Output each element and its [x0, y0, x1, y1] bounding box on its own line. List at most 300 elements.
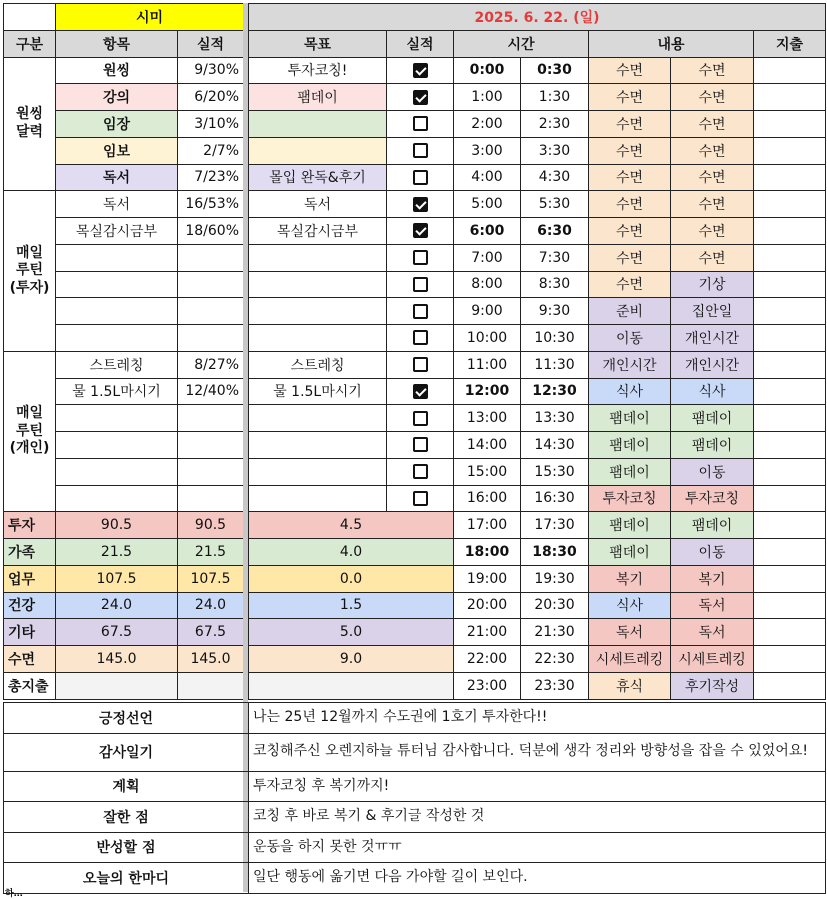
expense-cell	[754, 84, 826, 111]
actual-cell	[387, 244, 454, 271]
actual-cell	[387, 485, 454, 512]
time-half: 18:30	[521, 539, 589, 566]
journal-label: 감사일기	[4, 733, 249, 771]
activity-first: 팸데이	[589, 405, 671, 432]
activity-second: 복기	[671, 565, 754, 592]
left-row	[4, 351, 244, 378]
time-half: 6:30	[521, 218, 589, 245]
item-value	[178, 485, 244, 512]
schedule-row	[249, 405, 826, 432]
checkbox[interactable]	[413, 437, 428, 452]
goal-cell	[249, 405, 387, 432]
journal-row	[4, 832, 826, 863]
schedule-row	[249, 218, 826, 245]
item-value: 16/53%	[178, 191, 244, 218]
time-half: 15:30	[521, 458, 589, 485]
activity-first: 수면	[589, 137, 671, 164]
header-goal: 목표	[249, 30, 387, 57]
activity-first: 식사	[589, 592, 671, 619]
time-start: 21:00	[454, 619, 521, 646]
item-value	[178, 432, 244, 459]
activity-second: 팸데이	[671, 512, 754, 539]
journal-text: 투자코칭 후 복기까지!	[249, 771, 826, 802]
time-start: 5:00	[454, 191, 521, 218]
activity-first: 식사	[589, 378, 671, 405]
summary-category: 가족	[4, 539, 56, 566]
activity-second: 집안일	[671, 298, 754, 325]
item-value	[178, 405, 244, 432]
expense-cell	[754, 672, 826, 699]
left-row	[4, 191, 244, 218]
item-name: 임보	[56, 137, 178, 164]
activity-second: 독서	[671, 592, 754, 619]
expense-cell	[754, 485, 826, 512]
schedule-row	[249, 485, 826, 512]
checkbox[interactable]	[413, 330, 428, 345]
item-name: 독서	[56, 191, 178, 218]
item-name: 임장	[56, 111, 178, 138]
schedule-row	[249, 351, 826, 378]
item-value: 12/40%	[178, 378, 244, 405]
header-actual: 실적	[178, 30, 244, 57]
time-half: 14:30	[521, 432, 589, 459]
schedule-row	[249, 111, 826, 138]
checkbox[interactable]	[413, 197, 428, 212]
actual-cell	[387, 298, 454, 325]
activity-first: 수면	[589, 218, 671, 245]
schedule-row	[249, 271, 826, 298]
activity-first: 팸데이	[589, 432, 671, 459]
time-start: 20:00	[454, 592, 521, 619]
item-name	[56, 298, 178, 325]
activity-first: 팸데이	[589, 458, 671, 485]
summary-actual: 90.5	[178, 512, 244, 539]
summary-category: 수면	[4, 646, 56, 673]
item-value: 18/60%	[178, 218, 244, 245]
category-total: 4.5	[249, 512, 454, 539]
item-name: 원씽	[56, 57, 178, 84]
time-half: 12:30	[521, 378, 589, 405]
summary-category: 기타	[4, 619, 56, 646]
activity-second: 개인시간	[671, 351, 754, 378]
actual-cell	[387, 378, 454, 405]
activity-second: 팸데이	[671, 405, 754, 432]
checkbox[interactable]	[413, 250, 428, 265]
summary-goal: 145.0	[56, 646, 178, 673]
activity-first: 수면	[589, 57, 671, 84]
expense-cell	[754, 646, 826, 673]
checkbox[interactable]	[413, 63, 428, 78]
expense-cell	[754, 111, 826, 138]
activity-first: 독서	[589, 619, 671, 646]
item-value: 2/7%	[178, 137, 244, 164]
time-half: 3:30	[521, 137, 589, 164]
journal-row	[4, 802, 826, 833]
journal-label: 잘한 점	[4, 802, 249, 833]
journal-label: 반성할 점	[4, 832, 249, 863]
summary-row	[4, 672, 244, 699]
time-start: 12:00	[454, 378, 521, 405]
time-half: 7:30	[521, 244, 589, 271]
header-expense: 지출	[754, 30, 826, 57]
time-half: 9:30	[521, 298, 589, 325]
left-summary-table	[3, 3, 244, 700]
activity-first: 휴식	[589, 672, 671, 699]
goal-cell	[249, 298, 387, 325]
checkbox[interactable]	[413, 143, 428, 158]
summary-row	[4, 565, 244, 592]
activity-first: 팸데이	[589, 539, 671, 566]
checkbox[interactable]	[413, 491, 428, 506]
expense-cell	[754, 565, 826, 592]
summary-actual	[178, 672, 244, 699]
summary-category: 건강	[4, 592, 56, 619]
activity-second: 수면	[671, 137, 754, 164]
activity-second: 독서	[671, 619, 754, 646]
activity-first: 수면	[589, 244, 671, 271]
category-total: 5.0	[249, 619, 454, 646]
journal-text: 나는 25년 12월까지 수도권에 1호기 투자한다!!	[249, 703, 826, 734]
expense-cell	[754, 271, 826, 298]
summary-row	[4, 619, 244, 646]
expense-cell	[754, 539, 826, 566]
time-half: 1:30	[521, 84, 589, 111]
schedule-row	[249, 57, 826, 84]
time-half: 5:30	[521, 191, 589, 218]
activity-second: 수면	[671, 84, 754, 111]
time-start: 15:00	[454, 458, 521, 485]
actual-cell	[387, 137, 454, 164]
time-half: 4:30	[521, 164, 589, 191]
activity-first: 투자코칭	[589, 485, 671, 512]
expense-cell	[754, 164, 826, 191]
time-half: 13:30	[521, 405, 589, 432]
checkbox[interactable]	[413, 411, 428, 426]
actual-cell	[387, 458, 454, 485]
expense-cell	[754, 405, 826, 432]
journal-text: 코칭 후 바로 복기 & 후기글 작성한 것	[249, 802, 826, 833]
item-value: 6/20%	[178, 84, 244, 111]
summary-goal: 107.5	[56, 565, 178, 592]
journal-row	[4, 771, 826, 802]
item-value: 3/10%	[178, 111, 244, 138]
time-start: 8:00	[454, 271, 521, 298]
goal-cell: 스트레칭	[249, 351, 387, 378]
actual-cell	[387, 84, 454, 111]
activity-second: 이동	[671, 539, 754, 566]
expense-cell	[754, 57, 826, 84]
goal-cell: 투자코칭!	[249, 57, 387, 84]
summary-goal: 21.5	[56, 539, 178, 566]
group-label: 매일 루틴 (개인)	[4, 351, 56, 512]
goal-cell	[249, 325, 387, 352]
checkbox[interactable]	[413, 384, 428, 399]
time-start: 22:00	[454, 646, 521, 673]
summary-actual: 107.5	[178, 565, 244, 592]
actual-cell	[387, 325, 454, 352]
goal-cell: 목실감시금부	[249, 218, 387, 245]
category-total: 1.5	[249, 592, 454, 619]
actual-cell	[387, 191, 454, 218]
time-start: 7:00	[454, 244, 521, 271]
actual-cell	[387, 432, 454, 459]
actual-cell	[387, 218, 454, 245]
expense-cell	[754, 351, 826, 378]
expense-cell	[754, 512, 826, 539]
schedule-row	[249, 646, 826, 673]
time-half: 8:30	[521, 271, 589, 298]
goal-cell: 팸데이	[249, 84, 387, 111]
time-half: 21:30	[521, 619, 589, 646]
schedule-row	[249, 137, 826, 164]
checkbox[interactable]	[413, 464, 428, 479]
summary-goal: 24.0	[56, 592, 178, 619]
journal-text: 운동을 하지 못한 것ㅠㅠ	[249, 832, 826, 863]
item-name	[56, 271, 178, 298]
header-actual: 실적	[387, 30, 454, 57]
time-half: 11:30	[521, 351, 589, 378]
summary-goal	[56, 672, 178, 699]
item-name	[56, 325, 178, 352]
journal-table	[3, 702, 826, 894]
item-name: 독서	[56, 164, 178, 191]
header-content: 내용	[589, 30, 754, 57]
activity-second: 수면	[671, 191, 754, 218]
summary-row	[4, 539, 244, 566]
time-start: 6:00	[454, 218, 521, 245]
summary-row	[4, 592, 244, 619]
actual-cell	[387, 271, 454, 298]
activity-second: 수면	[671, 244, 754, 271]
checkbox[interactable]	[413, 304, 428, 319]
time-start: 4:00	[454, 164, 521, 191]
activity-second: 이동	[671, 458, 754, 485]
expense-cell	[754, 619, 826, 646]
actual-cell	[387, 351, 454, 378]
schedule-row	[249, 164, 826, 191]
activity-first: 개인시간	[589, 351, 671, 378]
item-value: 7/23%	[178, 164, 244, 191]
category-total: 9.0	[249, 646, 454, 673]
summary-actual: 21.5	[178, 539, 244, 566]
expense-cell	[754, 298, 826, 325]
activity-second: 투자코칭	[671, 485, 754, 512]
time-schedule-table	[248, 3, 826, 700]
time-start: 2:00	[454, 111, 521, 138]
summary-category: 업무	[4, 565, 56, 592]
journal-label: 오늘의 한마디	[4, 863, 249, 894]
summary-actual: 145.0	[178, 646, 244, 673]
activity-first: 수면	[589, 271, 671, 298]
expense-cell	[754, 432, 826, 459]
item-value	[178, 458, 244, 485]
journal-row	[4, 703, 826, 734]
goal-cell	[249, 271, 387, 298]
goal-cell: 몰입 완독&후기	[249, 164, 387, 191]
goal-cell	[249, 111, 387, 138]
group-label: 매일 루틴 (투자)	[4, 191, 56, 352]
time-half: 10:30	[521, 325, 589, 352]
time-half: 23:30	[521, 672, 589, 699]
actual-cell	[387, 164, 454, 191]
goal-cell: 물 1.5L마시기	[249, 378, 387, 405]
activity-first: 수면	[589, 111, 671, 138]
expense-cell	[754, 458, 826, 485]
activity-first: 시세트레킹	[589, 646, 671, 673]
item-name	[56, 244, 178, 271]
item-value	[178, 298, 244, 325]
checkbox[interactable]	[413, 357, 428, 372]
schedule-row	[249, 325, 826, 352]
summary-category: 총지출	[4, 672, 56, 699]
time-start: 10:00	[454, 325, 521, 352]
schedule-row	[249, 458, 826, 485]
checkbox[interactable]	[413, 90, 428, 105]
header-item: 항목	[56, 30, 178, 57]
time-half: 17:30	[521, 512, 589, 539]
time-half: 2:30	[521, 111, 589, 138]
time-start: 14:00	[454, 432, 521, 459]
time-half: 0:30	[521, 57, 589, 84]
category-total	[249, 672, 454, 699]
expense-cell	[754, 191, 826, 218]
expense-cell	[754, 244, 826, 271]
summary-row	[4, 512, 244, 539]
summary-category: 투자	[4, 512, 56, 539]
item-name: 스트레칭	[56, 351, 178, 378]
time-half: 22:30	[521, 646, 589, 673]
schedule-row	[249, 298, 826, 325]
goal-cell	[249, 137, 387, 164]
date-header: 2025. 6. 22. (일)	[249, 4, 826, 31]
schedule-row	[249, 84, 826, 111]
activity-second: 개인시간	[671, 325, 754, 352]
item-name	[56, 485, 178, 512]
summary-actual: 24.0	[178, 592, 244, 619]
time-start: 11:00	[454, 351, 521, 378]
activity-second: 식사	[671, 378, 754, 405]
schedule-row	[249, 191, 826, 218]
activity-second: 후기작성	[671, 672, 754, 699]
item-value	[178, 271, 244, 298]
activity-first: 수면	[589, 84, 671, 111]
schedule-row	[249, 378, 826, 405]
goal-cell	[249, 458, 387, 485]
expense-cell	[754, 218, 826, 245]
item-name: 강의	[56, 84, 178, 111]
schedule-row	[249, 432, 826, 459]
group-label: 원씽 달력	[4, 57, 56, 191]
schedule-row	[249, 244, 826, 271]
item-name: 목실감시금부	[56, 218, 178, 245]
time-half: 16:30	[521, 485, 589, 512]
journal-label: 긍정선언	[4, 703, 249, 734]
summary-goal: 67.5	[56, 619, 178, 646]
time-start: 1:00	[454, 84, 521, 111]
actual-cell	[387, 111, 454, 138]
expense-cell	[754, 378, 826, 405]
checkbox[interactable]	[413, 116, 428, 131]
header-time: 시간	[454, 30, 589, 57]
time-start: 19:00	[454, 565, 521, 592]
activity-second: 시세트레킹	[671, 646, 754, 673]
item-name	[56, 458, 178, 485]
summary-actual: 67.5	[178, 619, 244, 646]
actual-cell	[387, 57, 454, 84]
schedule-row	[249, 539, 826, 566]
checkbox[interactable]	[413, 277, 428, 292]
activity-second: 기상	[671, 271, 754, 298]
activity-second: 수면	[671, 218, 754, 245]
activity-first: 수면	[589, 191, 671, 218]
item-value: 8/27%	[178, 351, 244, 378]
time-start: 18:00	[454, 539, 521, 566]
activity-first: 준비	[589, 298, 671, 325]
left-row	[4, 57, 244, 84]
schedule-row	[249, 565, 826, 592]
time-half: 20:30	[521, 592, 589, 619]
journal-row	[4, 733, 826, 771]
expense-cell	[754, 592, 826, 619]
activity-second: 수면	[671, 111, 754, 138]
item-value	[178, 244, 244, 271]
schedule-row	[249, 672, 826, 699]
time-start: 23:00	[454, 672, 521, 699]
goal-cell	[249, 485, 387, 512]
time-start: 0:00	[454, 57, 521, 84]
schedule-row	[249, 592, 826, 619]
activity-first: 팸데이	[589, 512, 671, 539]
journal-label: 계획	[4, 771, 249, 802]
truncated-row-label: 하…	[5, 889, 23, 899]
category-total: 4.0	[249, 539, 454, 566]
time-start: 13:00	[454, 405, 521, 432]
activity-first: 복기	[589, 565, 671, 592]
summary-goal: 90.5	[56, 512, 178, 539]
time-start: 9:00	[454, 298, 521, 325]
item-name: 물 1.5L마시기	[56, 378, 178, 405]
goal-cell	[249, 244, 387, 271]
time-start: 16:00	[454, 485, 521, 512]
checkbox[interactable]	[413, 170, 428, 185]
journal-text: 일단 행동에 옮기면 다음 가야할 길이 보인다.	[249, 863, 826, 894]
activity-first: 수면	[589, 164, 671, 191]
expense-cell	[754, 325, 826, 352]
schedule-row	[249, 619, 826, 646]
item-name	[56, 405, 178, 432]
goal-cell	[249, 432, 387, 459]
checkbox[interactable]	[413, 223, 428, 238]
item-value: 9/30%	[178, 57, 244, 84]
item-name	[56, 432, 178, 459]
summary-row	[4, 646, 244, 673]
activity-second: 수면	[671, 164, 754, 191]
activity-second: 수면	[671, 57, 754, 84]
journal-row	[4, 863, 826, 894]
category-total: 0.0	[249, 565, 454, 592]
goal-cell: 독서	[249, 191, 387, 218]
activity-first: 이동	[589, 325, 671, 352]
activity-second: 팸데이	[671, 432, 754, 459]
actual-cell	[387, 405, 454, 432]
time-start: 3:00	[454, 137, 521, 164]
item-value	[178, 325, 244, 352]
journal-text: 코칭해주신 오렌지하늘 튜터님 감사합니다. 덕분에 생각 정리와 방향성을 잡을 수 있었어요!	[249, 733, 826, 771]
time-start: 17:00	[454, 512, 521, 539]
header-category: 구분	[4, 30, 56, 57]
time-half: 19:30	[521, 565, 589, 592]
user-name: 시미	[56, 4, 244, 31]
